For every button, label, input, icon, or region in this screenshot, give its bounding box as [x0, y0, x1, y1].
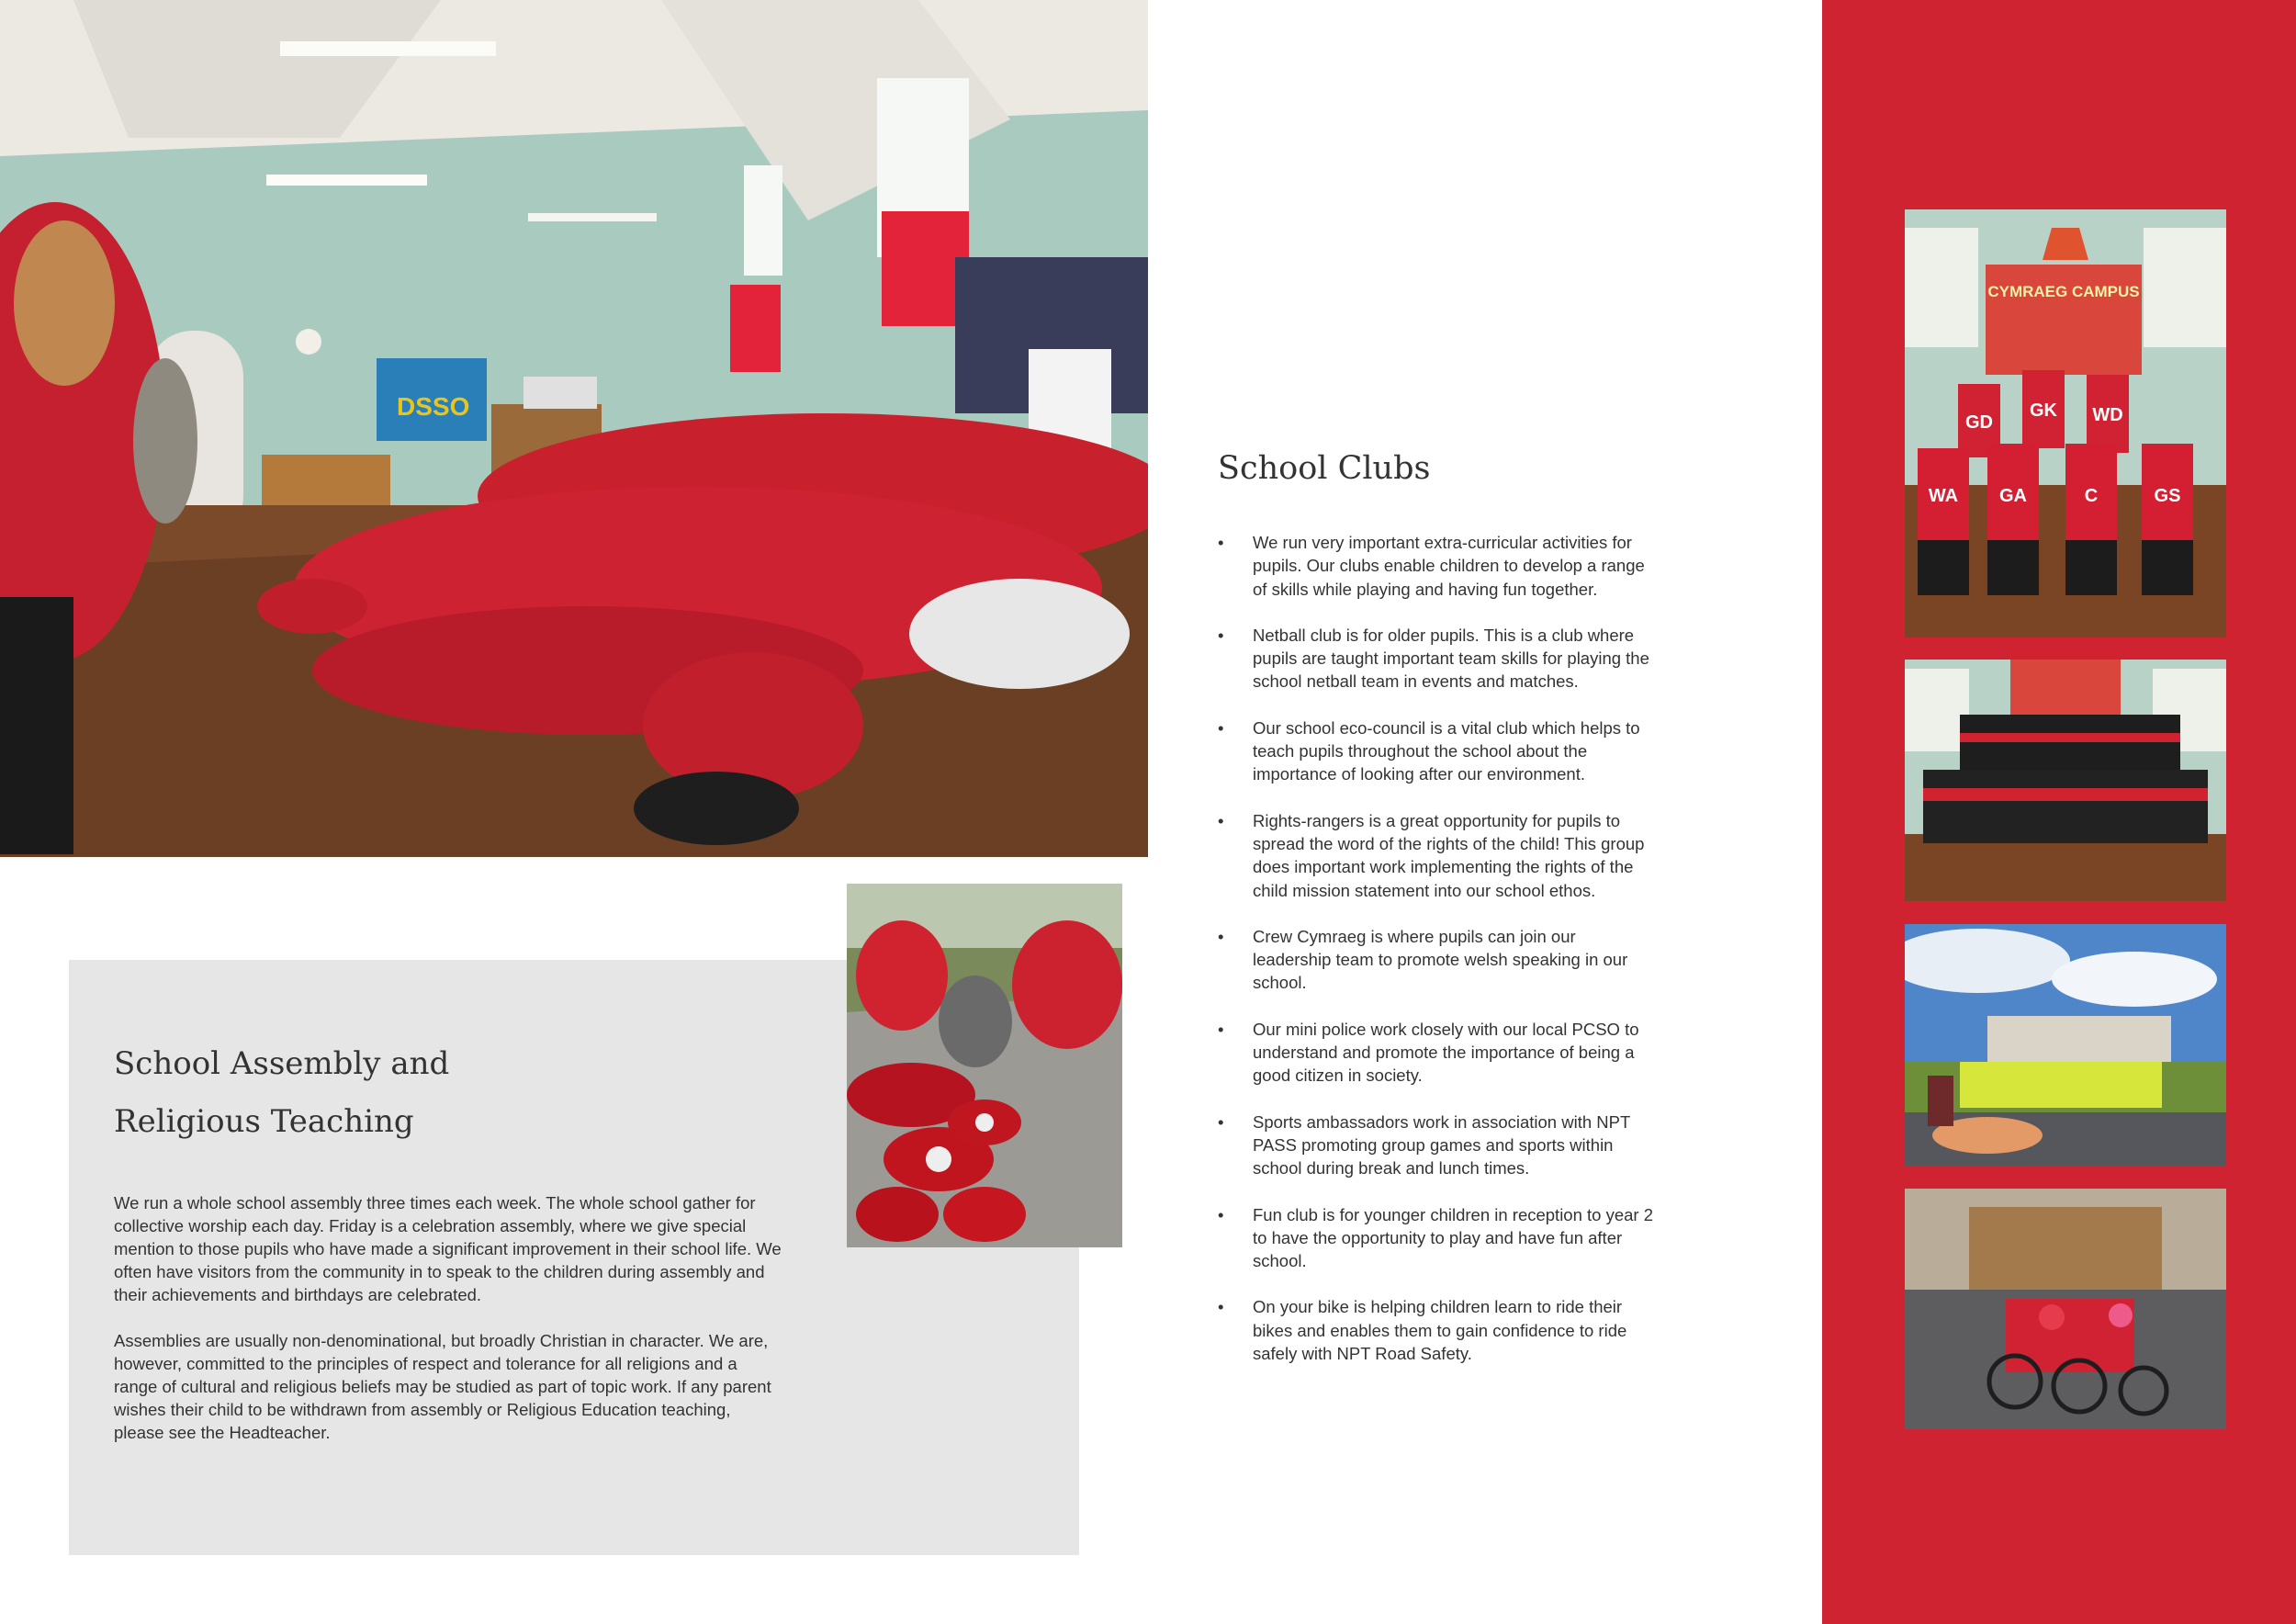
campus-sign-text: CYMRAEG CAMPUS [1987, 283, 2140, 300]
assembly-title [114, 1035, 591, 1151]
eco-council-photo [1905, 924, 2226, 1166]
assembly-paragraph: We run a whole school assembly three times each week. The whole school gather for collective worship each day. Friday is a celebration assembly, where we give special mention to those pupils who have made a significant improvement in their school life. We often have visitors from the community in to speak to the children during assembly and their achievements and birthdays are celebrated. [114, 1193, 782, 1304]
club-item: • Our school eco-council is a vital club which helps to teach pupils throughout the school about the importance of looking after our environment. [1218, 716, 1659, 786]
club-item: • Fun club is for younger children in reception to year 2 to have the opportunity to play and have fun after school. [1218, 1203, 1659, 1273]
bib-gk: GK [2030, 400, 2057, 421]
club-item: • Netball club is for older pupils. This is a club where pupils are taught important team skills for playing the school netball team in events and matches. [1218, 624, 1659, 694]
bib-wd: WD [2092, 405, 2123, 425]
club-item: • Sports ambassadors work in association with NPT PASS promoting group games and sports within school during break and lunch times. [1218, 1111, 1659, 1180]
club-item: • Our mini police work closely with our local PCSO to understand and promote the importance of being a good citizen in society. [1218, 1018, 1659, 1088]
assembly-hall-photo [0, 0, 1148, 857]
sports-team-photo [1905, 660, 2226, 901]
assembly-paragraph: Assemblies are usually non-denominational, but broadly Christian in character. We are, however, committed to the principles of respect and tolerance for all religions and a range of cultural and religious beliefs may be studied as part of topic work. If any parent wishes their child to be withdrawn from assembly or Religious Education teaching, please see the Headteacher. [114, 1331, 771, 1442]
bib-gd: GD [1965, 412, 1993, 433]
bike-club-photo [1905, 1189, 2226, 1429]
club-item: • Rights-rangers is a great opportunity for pupils to spread the word of the rights of the child! This group does important work implementing the rights of the child mission statement into our school ethos. [1218, 809, 1659, 902]
display-board-sign: DSSO [397, 392, 470, 421]
bib-c: C [2084, 486, 2099, 506]
club-item: • Crew Cymraeg is where pupils can join our leadership team to promote welsh speaking in our school. [1218, 925, 1659, 995]
bib-ga: GA [1999, 486, 2027, 506]
club-item: • On your bike is helping children learn to ride their bikes and enables them to gain confidence to ride safely with NPT Road Safety. [1218, 1295, 1659, 1365]
club-item: • We run very important extra-curricular activities for pupils. Our clubs enable children to develop a range of skills while playing and having fun together. [1218, 531, 1659, 601]
clubs-list [1218, 531, 1659, 1388]
remembrance-wreath-photo [847, 884, 1122, 1247]
assembly-title-line2: Religious Teaching [114, 1103, 414, 1140]
bib-wa: WA [1928, 486, 1959, 506]
netball-team-photo [1905, 209, 2226, 637]
assembly-body [114, 1191, 784, 1467]
assembly-title-line1: School Assembly and [114, 1045, 450, 1082]
clubs-title: School Clubs [1218, 450, 1431, 487]
bib-gs: GS [2154, 486, 2181, 506]
